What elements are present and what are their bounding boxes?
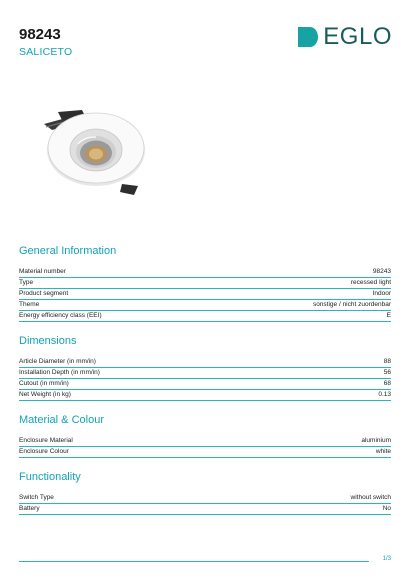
row-label: Energy efficiency class (EEI)	[19, 312, 102, 319]
table-row	[19, 390, 391, 401]
table-row	[19, 379, 391, 390]
section-title: General Information	[19, 245, 117, 257]
row-value: E	[386, 312, 391, 319]
document-header	[19, 27, 72, 58]
eglo-logo	[298, 23, 392, 50]
row-value: No	[382, 505, 391, 512]
row-value: Indoor	[372, 290, 391, 297]
row-value: 0.13	[378, 391, 391, 398]
row-label: Article Diameter (in mm/in)	[19, 358, 96, 365]
table-row	[19, 357, 391, 368]
page-number: 1/3	[382, 556, 391, 562]
row-label: Product segment	[19, 290, 69, 297]
row-label: Cutout (in mm/in)	[19, 380, 69, 387]
table-row	[19, 278, 391, 289]
row-value: sonstige / nicht zuordenbar	[312, 301, 391, 308]
row-label: Switch Type	[19, 494, 54, 501]
row-label: Enclosure Material	[19, 437, 73, 444]
table-row	[19, 504, 391, 515]
row-value: 98243	[372, 268, 391, 275]
product-name: SALICETO	[19, 46, 73, 58]
table-row	[19, 300, 391, 311]
row-label: Battery	[19, 505, 40, 512]
table-row	[19, 368, 391, 379]
section-title: Dimensions	[19, 335, 77, 347]
row-label: Enclosure Colour	[19, 448, 69, 455]
table-row	[19, 311, 391, 322]
footer-divider	[19, 561, 369, 562]
row-value: aluminium	[361, 437, 391, 444]
row-value: 88	[383, 358, 391, 365]
table-row	[19, 267, 391, 278]
section-title: Functionality	[19, 471, 81, 483]
general-information-section	[19, 245, 391, 322]
table-row	[19, 447, 391, 458]
row-value: without switch	[350, 494, 391, 501]
dimensions-section	[19, 335, 391, 401]
row-label: Installation Depth (in mm/in)	[19, 369, 100, 376]
row-value: 56	[383, 369, 391, 376]
material-colour-section	[19, 414, 391, 458]
article-number: 98243	[19, 26, 61, 43]
row-label: Material number	[19, 268, 66, 275]
section-title: Material & Colour	[19, 414, 104, 426]
row-label: Theme	[19, 301, 40, 308]
table-row	[19, 436, 391, 447]
logo-text: EGLO	[323, 23, 392, 50]
functionality-section	[19, 471, 391, 515]
row-label: Net Weight (in kg)	[19, 391, 71, 398]
row-value: white	[375, 448, 391, 455]
table-row	[19, 289, 391, 300]
eglo-mark-icon	[298, 27, 318, 47]
product-image	[38, 100, 158, 205]
row-label: Type	[19, 279, 34, 286]
table-row	[19, 493, 391, 504]
row-value: recessed light	[350, 279, 391, 286]
row-value: 68	[383, 380, 391, 387]
